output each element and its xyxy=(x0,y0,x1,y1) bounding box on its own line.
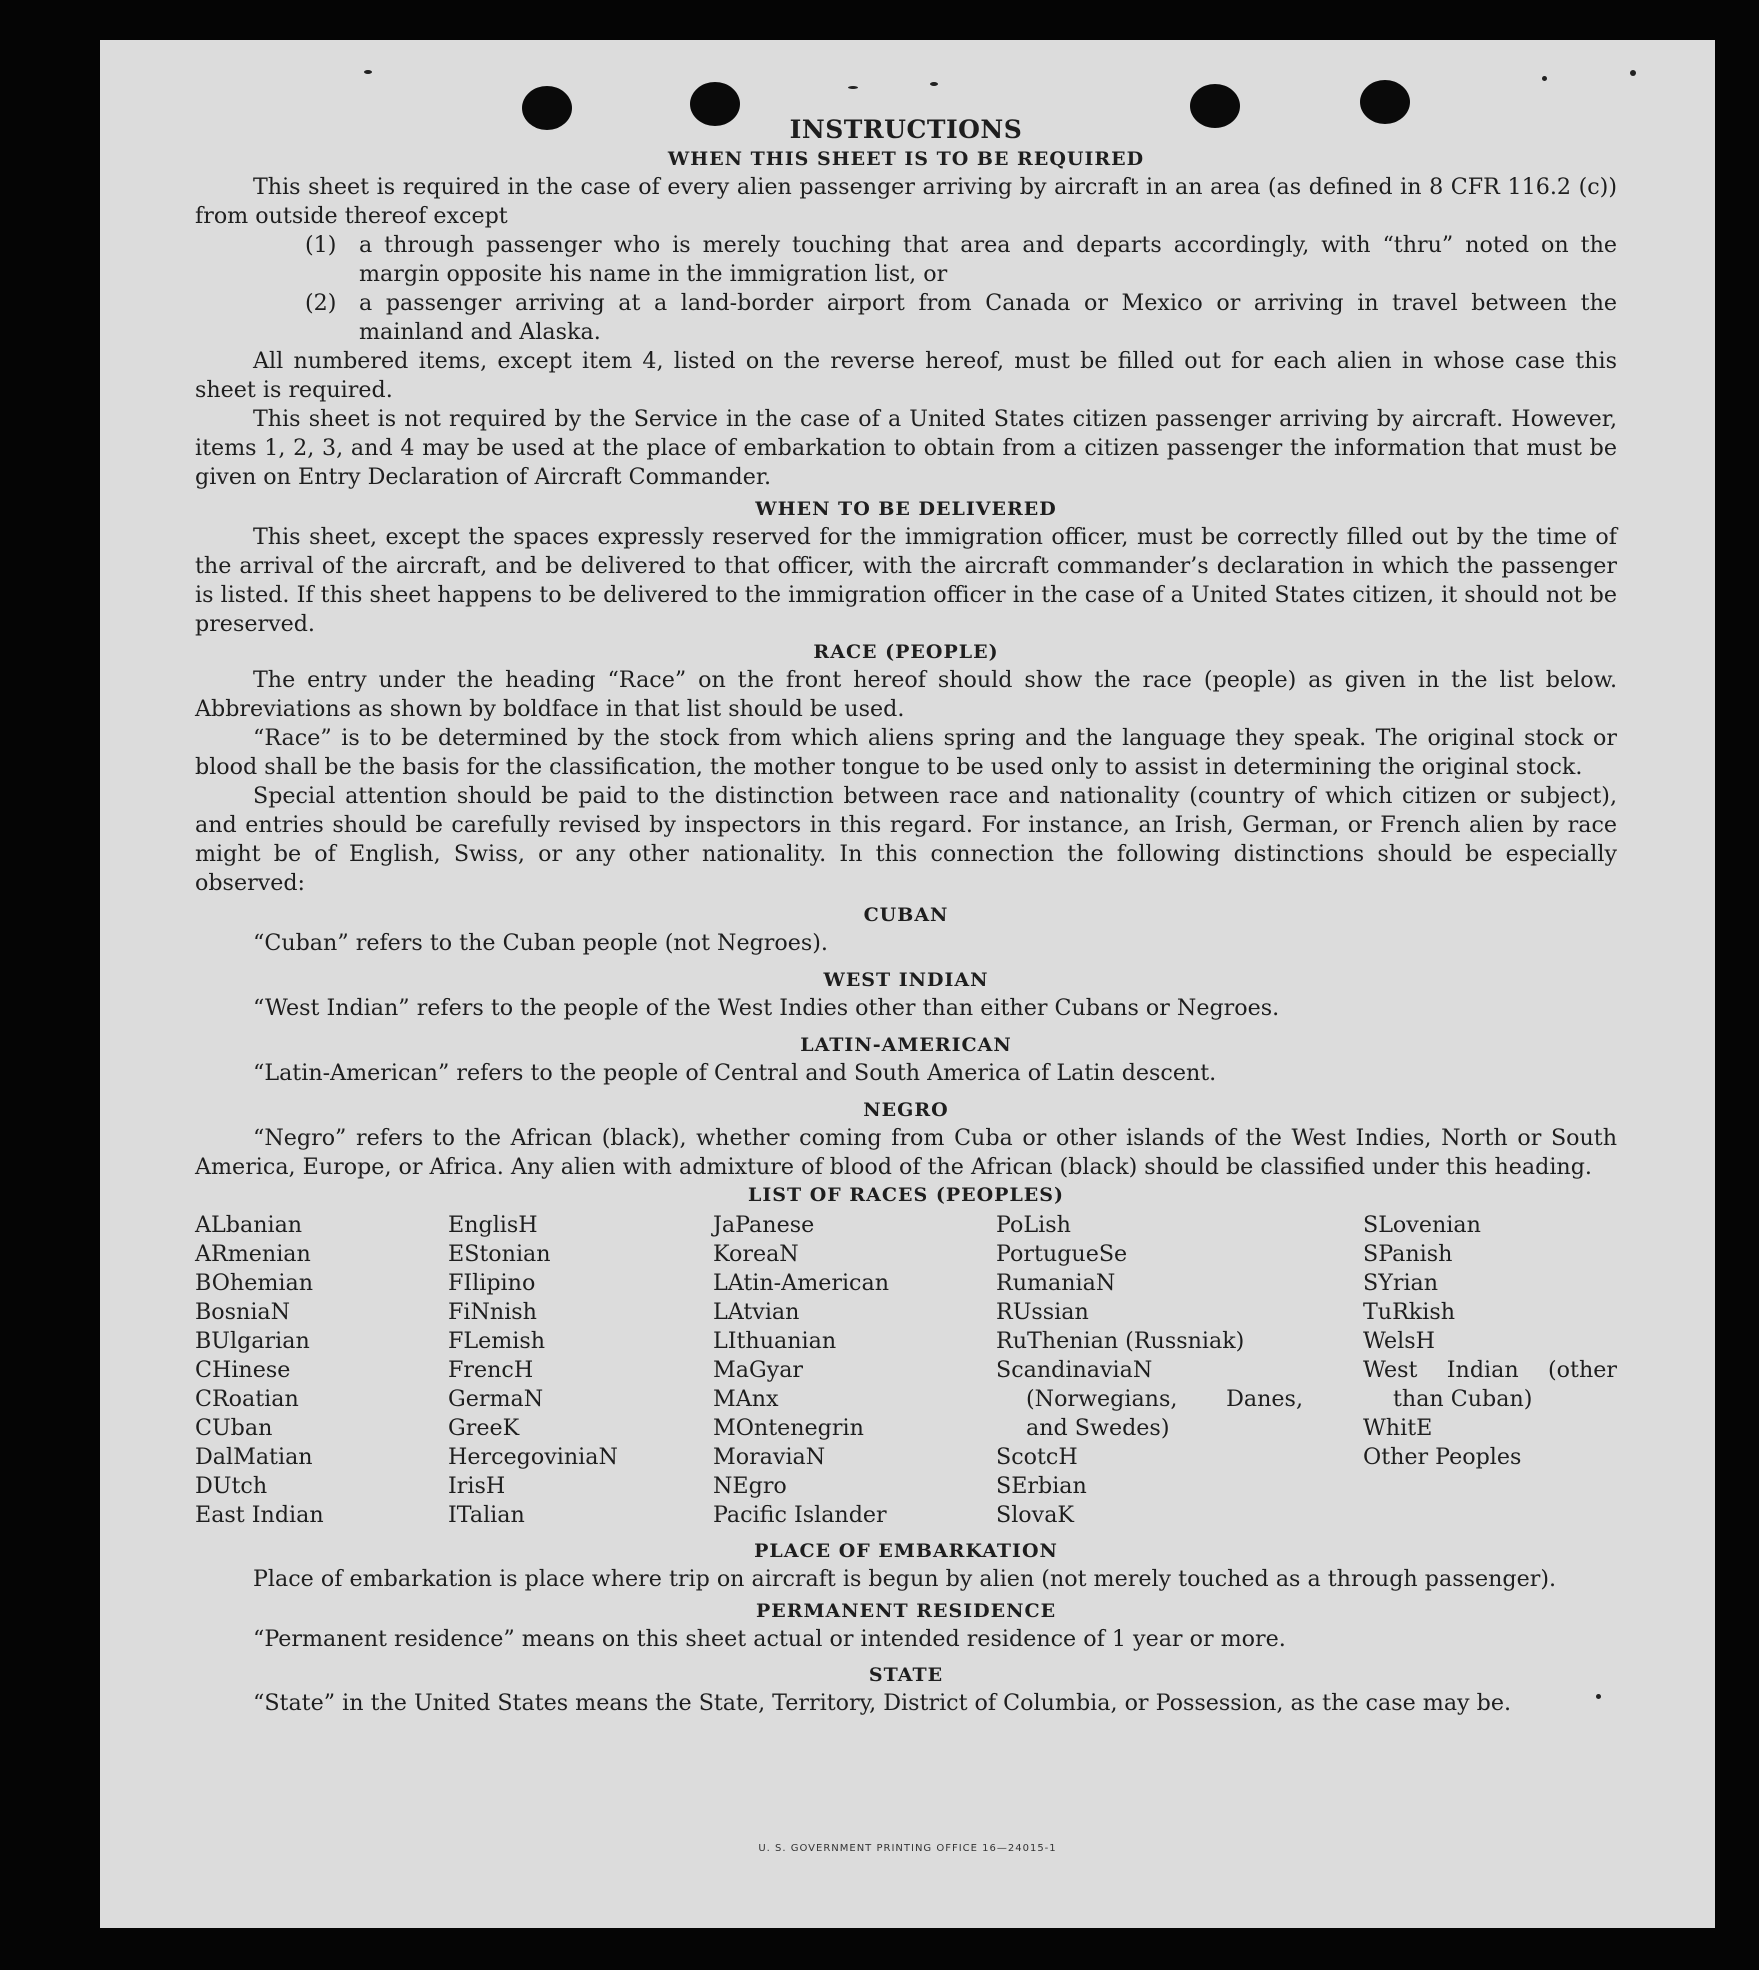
races-column xyxy=(195,1211,448,1530)
race-item: Pacific Islander xyxy=(713,1502,887,1528)
item-text: a through passenger who is merely touching that area and departs accordingly, with “thru” noted on the margin opposite his name in the immigration list, or xyxy=(359,232,1617,287)
item-number: (2) xyxy=(305,290,337,316)
list-item xyxy=(305,289,1617,347)
paragraph: “State” in the United States means the State, Territory, District of Columbia, or Possession, as the case may be. xyxy=(253,1690,1512,1716)
race-item: FrencH xyxy=(448,1357,534,1383)
race-item: ITalian xyxy=(448,1502,525,1528)
section-heading: CUBAN xyxy=(863,904,949,926)
race-item: DUtch xyxy=(195,1473,268,1499)
race-item: FiNnish xyxy=(448,1299,537,1325)
section-heading: WHEN THIS SHEET IS TO BE REQUIRED xyxy=(667,148,1145,170)
paragraph: “Latin-American” refers to the people of Central and South America of Latin descent. xyxy=(253,1060,1217,1086)
paragraph: “West Indian” refers to the people of the West Indies other than either Cubans or Negroes. xyxy=(253,995,1280,1021)
races-column xyxy=(448,1211,713,1530)
ink-speck xyxy=(848,86,858,89)
paragraph: This sheet is required in the case of every alien passenger arriving by aircraft in an area (as defined in 8 CFR 116.2 (c)) from outside thereof except xyxy=(195,174,1617,229)
paragraph: “Permanent residence” means on this sheet actual or intended residence of 1 year or more. xyxy=(253,1626,1286,1652)
paragraph: Place of embarkation is place where trip on aircraft is begun by alien (not merely touched as a through passenger). xyxy=(253,1566,1557,1592)
race-item: FLemish xyxy=(448,1328,546,1354)
race-item: NEgro xyxy=(713,1473,787,1499)
section-heading: LIST OF RACES (PEOPLES) xyxy=(748,1184,1064,1206)
race-item: RUssian xyxy=(996,1299,1089,1325)
race-item: RuThenian (Russniak) xyxy=(996,1328,1245,1354)
race-item: IrisH xyxy=(448,1473,506,1499)
section-heading: LATIN-AMERICAN xyxy=(800,1034,1012,1056)
printer-imprint: U. S. GOVERNMENT PRINTING OFFICE 16—24015-1 xyxy=(758,1843,1057,1854)
document-page xyxy=(100,40,1715,1928)
section-heading: PLACE OF EMBARKATION xyxy=(754,1540,1058,1562)
race-item: CRoatian xyxy=(195,1386,299,1412)
race-item: MAnx xyxy=(713,1386,779,1412)
race-item: TuRkish xyxy=(1363,1299,1456,1325)
race-item: SYrian xyxy=(1363,1270,1439,1296)
ink-speck xyxy=(930,82,938,86)
race-item: MOntenegrin xyxy=(713,1415,864,1441)
race-item: GreeK xyxy=(448,1415,520,1441)
page-title: INSTRUCTIONS xyxy=(789,115,1023,144)
race-item: LAtvian xyxy=(713,1299,800,1325)
race-item: ALbanian xyxy=(195,1212,303,1238)
race-item: EStonian xyxy=(448,1241,551,1267)
section-heading: NEGRO xyxy=(863,1099,949,1121)
item-text: a passenger arriving at a land-border airport from Canada or Mexico or arriving in travel between the mainland and Alaska. xyxy=(359,290,1617,345)
race-item: SlovaK xyxy=(996,1502,1074,1528)
section-heading: WHEN TO BE DELIVERED xyxy=(755,498,1057,520)
race-item: BOhemian xyxy=(195,1270,313,1296)
section-heading: WEST INDIAN xyxy=(823,969,989,991)
races-list xyxy=(195,1211,1617,1530)
race-item: MoraviaN xyxy=(713,1444,826,1470)
race-item: LIthuanian xyxy=(713,1328,837,1354)
race-item: SErbian xyxy=(996,1473,1087,1499)
ink-speck xyxy=(1630,70,1636,76)
item-number: (1) xyxy=(305,232,337,258)
race-item: HercegoviniaN xyxy=(448,1444,618,1470)
race-item: FIlipino xyxy=(448,1270,536,1296)
section-heading: STATE xyxy=(868,1664,944,1686)
race-item: BosniaN xyxy=(195,1299,291,1325)
race-item: ScandinaviaN (Norwegians, Danes, and Swedes) xyxy=(996,1357,1303,1441)
list-item xyxy=(305,231,1617,289)
race-item: JaPanese xyxy=(713,1212,815,1238)
race-item: SPanish xyxy=(1363,1241,1453,1267)
paragraph: This sheet is not required by the Service in the case of a United States citizen passenger arriving by aircraft. However, items 1, 2, 3, and 4 may be used at the place of embarkation to obtain from a citizen passenger the information that must be given on Entry Declaration of Aircraft Commander. xyxy=(195,406,1617,490)
races-column xyxy=(713,1211,996,1530)
race-item: GermaN xyxy=(448,1386,544,1412)
paragraph: “Negro” refers to the African (black), whether coming from Cuba or other islands of the West Indies, North or South America, Europe, or Africa. Any alien with admixture of blood of the African (black) should be classified under this heading. xyxy=(195,1125,1617,1180)
race-item: SLovenian xyxy=(1363,1212,1481,1238)
race-item: CUban xyxy=(195,1415,273,1441)
race-item: Other Peoples xyxy=(1363,1444,1522,1470)
race-item: East Indian xyxy=(195,1502,324,1528)
section-heading: RACE (PEOPLE) xyxy=(813,641,999,663)
paragraph: “Cuban” refers to the Cuban people (not Negroes). xyxy=(253,930,828,956)
race-item: West Indian (other than Cuban) xyxy=(1363,1357,1617,1412)
race-item: LAtin-American xyxy=(713,1270,890,1296)
section-heading: PERMANENT RESIDENCE xyxy=(755,1600,1057,1622)
paragraph: The entry under the heading “Race” on the front hereof should show the race (people) as given in the list below. Abbreviations as shown by boldface in that list should be used. xyxy=(195,667,1617,722)
race-item: ScotcH xyxy=(996,1444,1078,1470)
race-item: ARmenian xyxy=(195,1241,311,1267)
race-item: PoLish xyxy=(996,1212,1071,1238)
instructions-body xyxy=(195,114,1617,1718)
paragraph: This sheet, except the spaces expressly reserved for the immigration officer, must be correctly filled out by the time of the arrival of the aircraft, and be delivered to that officer, with the aircraft commander’s declaration in which the passenger is listed. If this sheet happens to be delivered to the immigration officer in the case of a United States citizen, it should not be preserved. xyxy=(195,524,1617,637)
race-item: PortugueSe xyxy=(996,1241,1128,1267)
paragraph: All numbered items, except item 4, listed on the reverse hereof, must be filled out for each alien in whose case this sheet is required. xyxy=(195,348,1617,403)
race-item: BUlgarian xyxy=(195,1328,310,1354)
race-item: WhitE xyxy=(1363,1415,1433,1441)
paragraph: Special attention should be paid to the distinction between race and nationality (country of which citizen or subject), and entries should be carefully revised by inspectors in this regard. For instance, an Irish, German, or French alien by race might be of English, Swiss, or any other nationality. In this connection the following distinctions should be especially observed: xyxy=(195,783,1617,896)
race-item: WelsH xyxy=(1363,1328,1435,1354)
races-column xyxy=(1363,1211,1617,1530)
race-item: KoreaN xyxy=(713,1241,799,1267)
race-item: DalMatian xyxy=(195,1444,313,1470)
ink-speck xyxy=(1542,76,1547,81)
paragraph: “Race” is to be determined by the stock from which aliens spring and the language they speak. The original stock or blood shall be the basis for the classification, the mother tongue to be used only to assist in determining the original stock. xyxy=(195,725,1617,780)
race-item: RumaniaN xyxy=(996,1270,1116,1296)
ink-speck xyxy=(364,70,372,74)
race-item: CHinese xyxy=(195,1357,291,1383)
races-column xyxy=(996,1211,1363,1530)
race-item: EnglisH xyxy=(448,1212,538,1238)
race-item: MaGyar xyxy=(713,1357,804,1383)
